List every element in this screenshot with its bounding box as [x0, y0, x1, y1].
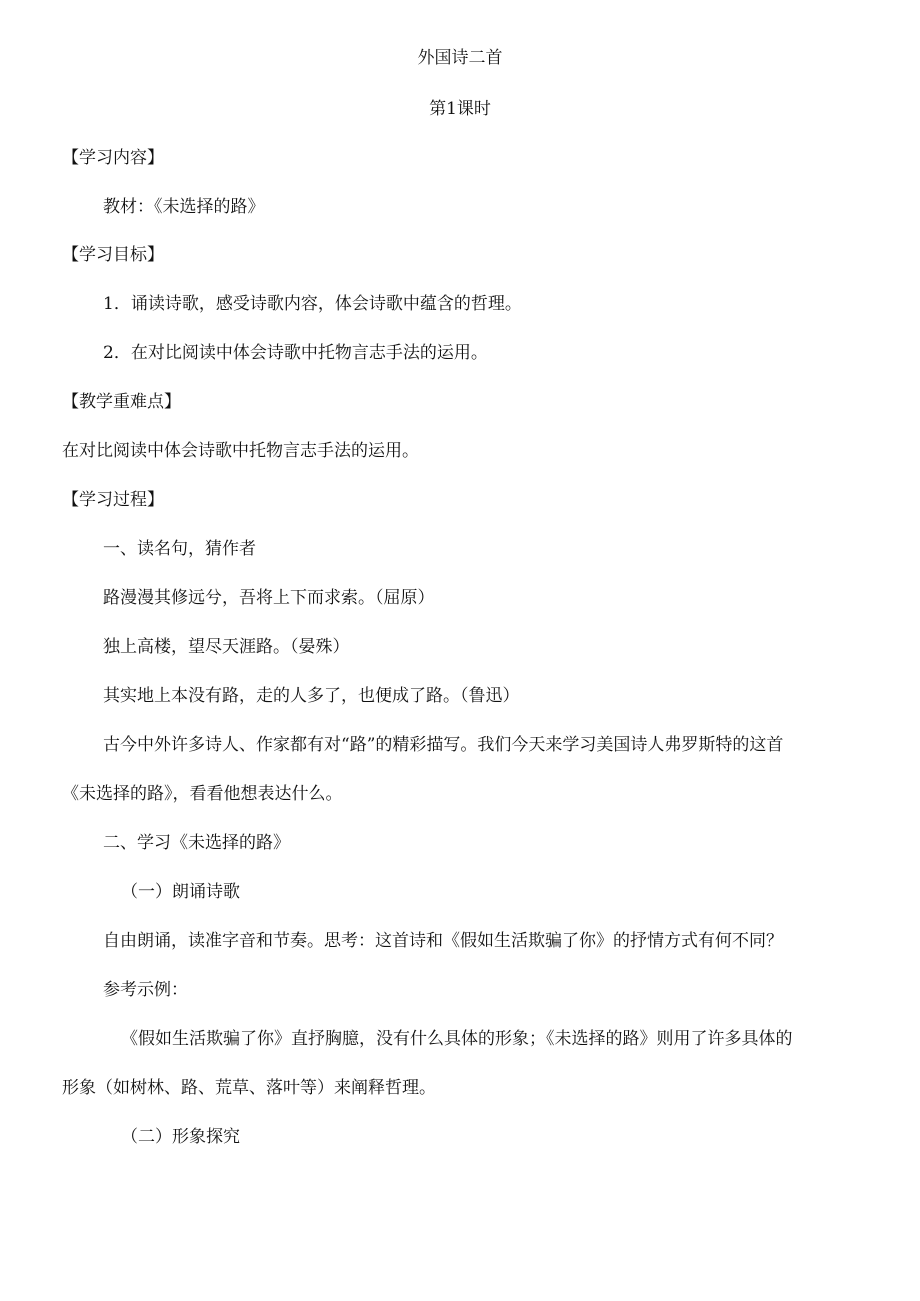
quote-3: 其实地上本没有路，走的人多了，也便成了路。（鲁迅）: [103, 686, 520, 706]
key-points-text: 在对比阅读中体会诗歌中托物言志手法的运用。: [62, 441, 419, 461]
doc-title: 外国诗二首: [417, 48, 503, 68]
paragraph-intro-line-1: 古今中外许多诗人、作家都有对“路”的精彩描写。我们今天来学习美国诗人弗罗斯特的这首: [103, 735, 784, 755]
subsection-2-heading: （二）形象探究: [121, 1127, 240, 1147]
goal-item-2: 2．在对比阅读中体会诗歌中托物言志手法的运用。: [103, 343, 488, 363]
step-1-heading: 一、读名句，猜作者: [103, 539, 256, 559]
example-line-2: 形象（如树林、路、荒草、落叶等）来阐释哲理。: [62, 1078, 436, 1098]
subsection-1-heading: （一）朗诵诗歌: [121, 882, 240, 902]
content-text: 教材：《未选择的路》: [103, 197, 265, 217]
step-2-heading: 二、学习《未选择的路》: [103, 833, 290, 853]
paragraph-intro-line-2: 《未选择的路》，看看他想表达什么。: [62, 784, 343, 804]
section-header-process: 【学习过程】: [62, 490, 164, 510]
goal-item-1: 1．诵读诗歌，感受诗歌内容，体会诗歌中蕴含的哲理。: [103, 294, 522, 314]
section-header-goals: 【学习目标】: [62, 245, 164, 265]
section-header-content: 【学习内容】: [62, 148, 164, 168]
doc-subtitle: 第1课时: [429, 99, 491, 119]
example-line-1: 《假如生活欺骗了你》直抒胸臆，没有什么具体的形象；《未选择的路》则用了许多具体的: [121, 1029, 793, 1049]
quote-1: 路漫漫其修远兮，吾将上下而求索。（屈原）: [103, 588, 435, 608]
example-label: 参考示例：: [103, 980, 188, 1000]
task-1-text: 自由朗诵，读准字音和节奏。思考：这首诗和《假如生活欺骗了你》的抒情方式有何不同？: [103, 931, 783, 951]
quote-2: 独上高楼，望尽天涯路。（晏殊）: [103, 637, 350, 657]
section-header-key-points: 【教学重难点】: [62, 392, 181, 412]
